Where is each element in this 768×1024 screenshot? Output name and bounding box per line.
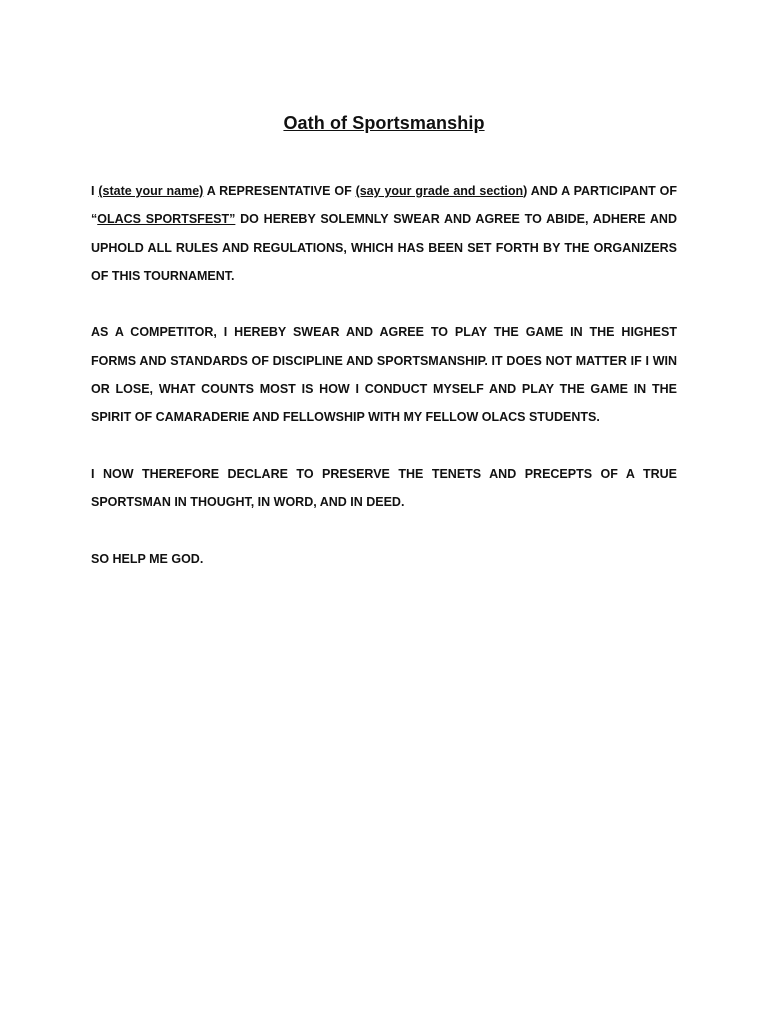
event-name: OLACS SPORTSFEST”	[97, 212, 236, 227]
paragraph-1-text-a: I	[91, 184, 99, 198]
paragraph-1-text-d: DO HEREBY SOLEMNLY SWEAR AND AGREE TO ABIDE, ADHERE AND UPHOLD ALL RULES AND REGULATIONS, WHICH HAS BEEN SET FORTH BY THE ORGANIZERS OF THIS TOURNAMENT.	[91, 212, 677, 283]
oath-paragraph-3: I NOW THEREFORE DECLARE TO PRESERVE THE TENETS AND PRECEPTS OF A TRUE SPORTSMAN IN THOUGHT, IN WORD, AND IN DEED.	[91, 466, 677, 510]
grade-section-prompt-close: )	[523, 184, 528, 198]
oath-paragraph-1	[91, 177, 677, 290]
document-body	[91, 177, 677, 601]
document-title: Oath of Sportsmanship	[283, 113, 485, 133]
paragraph-1-text-b: A REPRESENTATIVE OF	[203, 184, 356, 198]
oath-paragraph-2: AS A COMPETITOR, I HEREBY SWEAR AND AGREE TO PLAY THE GAME IN THE HIGHEST FORMS AND STANDARDS OF DISCIPLINE AND SPORTSMANSHIP. IT DOES NOT MATTER IF I WIN OR LOSE, WHAT COUNTS MOST IS HOW I CONDUCT MYSELF AND PLAY THE GAME IN THE SPIRIT OF CAMARADERIE AND FELLOWSHIP WITH MY FELLOW OLACS STUDENTS.	[91, 325, 677, 425]
oath-closing: SO HELP ME GOD.	[91, 551, 204, 566]
paragraph-1-text-c: AND A PARTICIPANT OF “	[91, 184, 677, 227]
name-prompt: (state your name)	[98, 184, 204, 198]
grade-section-prompt: (say your grade and section	[355, 184, 524, 198]
